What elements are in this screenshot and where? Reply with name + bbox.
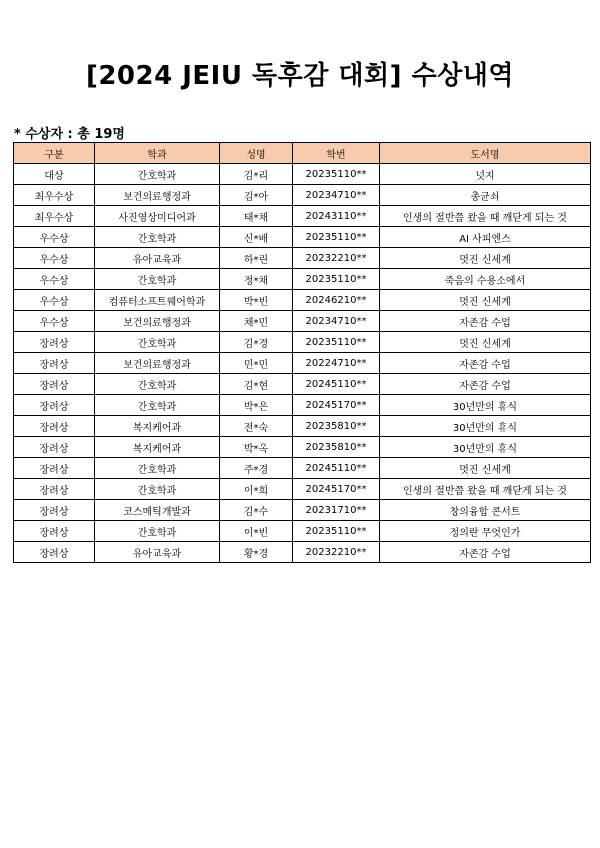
table-row [14,437,591,458]
table-row [14,458,591,479]
student-id-cell: 20235110** [293,164,380,185]
student-id-cell: 20245110** [293,374,380,395]
department-cell: 간호학과 [95,332,220,353]
table-row [14,185,591,206]
student-id-cell: 20234710** [293,185,380,206]
table-row [14,332,591,353]
book-title-cell: 창의융합 콘서트 [380,500,591,521]
department-cell: 유아교육과 [95,248,220,269]
award-category-cell: 최우수상 [14,206,95,227]
student-id-cell: 20245170** [293,395,380,416]
award-category-cell: 우수상 [14,248,95,269]
department-cell: 사진영상미디어과 [95,206,220,227]
book-title-cell: 멋진 신세계 [380,458,591,479]
department-cell: 간호학과 [95,269,220,290]
student-name-cell: 박*옥 [220,437,293,458]
book-title-cell: 인생의 절반쯤 왔을 때 깨닫게 되는 것 [380,206,591,227]
book-title-cell: 죽음의 수용소에서 [380,269,591,290]
award-category-cell: 우수상 [14,227,95,248]
student-name-cell: 이*빈 [220,521,293,542]
award-category-cell: 우수상 [14,290,95,311]
award-category-cell: 장려상 [14,395,95,416]
table-row [14,416,591,437]
student-id-cell: 20243110** [293,206,380,227]
award-category-cell: 대상 [14,164,95,185]
student-id-cell: 20245110** [293,458,380,479]
student-id-cell: 20232210** [293,542,380,563]
student-name-cell: 하*린 [220,248,293,269]
student-name-cell: 김*아 [220,185,293,206]
award-category-cell: 장려상 [14,353,95,374]
table-row [14,164,591,185]
table-row [14,248,591,269]
department-cell: 간호학과 [95,164,220,185]
student-id-cell: 20246210** [293,290,380,311]
table-row [14,353,591,374]
book-title-cell: 멋진 신세계 [380,248,591,269]
table-row [14,374,591,395]
award-category-cell: 장려상 [14,416,95,437]
student-name-cell: 채*민 [220,311,293,332]
award-category-cell: 장려상 [14,521,95,542]
table-row [14,542,591,563]
student-id-cell: 20235110** [293,332,380,353]
student-id-cell: 20234710** [293,311,380,332]
header-student-id: 학번 [293,143,380,164]
table-row [14,479,591,500]
student-name-cell: 김*리 [220,164,293,185]
book-title-cell: 30년만의 휴식 [380,395,591,416]
award-category-cell: 장려상 [14,374,95,395]
department-cell: 유아교육과 [95,542,220,563]
student-name-cell: 김*경 [220,332,293,353]
award-category-cell: 장려상 [14,500,95,521]
student-name-cell: 박*은 [220,395,293,416]
book-title-cell: 넛지 [380,164,591,185]
student-id-cell: 20235110** [293,269,380,290]
student-id-cell: 20235810** [293,437,380,458]
header-department: 학과 [95,143,220,164]
department-cell: 보건의료행정과 [95,311,220,332]
student-name-cell: 김*현 [220,374,293,395]
department-cell: 간호학과 [95,395,220,416]
book-title-cell: 30년만의 휴식 [380,416,591,437]
book-title-cell: AI 사피엔스 [380,227,591,248]
student-name-cell: 이*희 [220,479,293,500]
award-category-cell: 장려상 [14,542,95,563]
header-book-title: 도서명 [380,143,591,164]
student-name-cell: 주*경 [220,458,293,479]
header-category: 구분 [14,143,95,164]
book-title-cell: 멋진 신세계 [380,332,591,353]
award-category-cell: 장려상 [14,458,95,479]
department-cell: 컴퓨터소프트웨어학과 [95,290,220,311]
table-row [14,311,591,332]
student-name-cell: 정*채 [220,269,293,290]
book-title-cell: 자존감 수업 [380,353,591,374]
table-row [14,521,591,542]
student-name-cell: 신*배 [220,227,293,248]
award-category-cell: 장려상 [14,437,95,458]
award-category-cell: 우수상 [14,269,95,290]
department-cell: 간호학과 [95,458,220,479]
department-cell: 복지케어과 [95,437,220,458]
department-cell: 간호학과 [95,227,220,248]
table-row [14,227,591,248]
department-cell: 간호학과 [95,521,220,542]
department-cell: 코스메틱개발과 [95,500,220,521]
department-cell: 간호학과 [95,479,220,500]
book-title-cell: 30년만의 휴식 [380,437,591,458]
table-row [14,269,591,290]
winner-count: * 수상자 : 총 19명 [14,127,125,142]
department-cell: 간호학과 [95,374,220,395]
award-category-cell: 장려상 [14,332,95,353]
book-title-cell: 멋진 신세계 [380,290,591,311]
student-id-cell: 20224710** [293,353,380,374]
student-id-cell: 20232210** [293,248,380,269]
student-name-cell: 태*채 [220,206,293,227]
student-name-cell: 민*민 [220,353,293,374]
table-row [14,206,591,227]
awards-table [13,142,591,563]
student-name-cell: 김*수 [220,500,293,521]
book-title-cell: 정의란 무엇인가 [380,521,591,542]
book-title-cell: 자존감 수업 [380,542,591,563]
student-name-cell: 박*빈 [220,290,293,311]
student-id-cell: 20235110** [293,521,380,542]
department-cell: 복지케어과 [95,416,220,437]
book-title-cell: 인생의 절반쯤 왔을 때 깨닫게 되는 것 [380,479,591,500]
table-header-row [14,143,591,164]
department-cell: 보건의료행정과 [95,353,220,374]
award-category-cell: 최우수상 [14,185,95,206]
student-name-cell: 전*숙 [220,416,293,437]
table-row [14,500,591,521]
book-title-cell: 자존감 수업 [380,374,591,395]
student-id-cell: 20245170** [293,479,380,500]
page-title: [2024 JEIU 독후감 대회] 수상내역 [85,61,515,91]
header-name: 성명 [220,143,293,164]
department-cell: 보건의료행정과 [95,185,220,206]
table-row [14,395,591,416]
table-row [14,290,591,311]
student-id-cell: 20235810** [293,416,380,437]
book-title-cell: 총균쇠 [380,185,591,206]
book-title-cell: 자존감 수업 [380,311,591,332]
student-id-cell: 20231710** [293,500,380,521]
award-category-cell: 장려상 [14,479,95,500]
table-body [14,164,591,563]
award-category-cell: 우수상 [14,311,95,332]
student-name-cell: 황*경 [220,542,293,563]
student-id-cell: 20235110** [293,227,380,248]
